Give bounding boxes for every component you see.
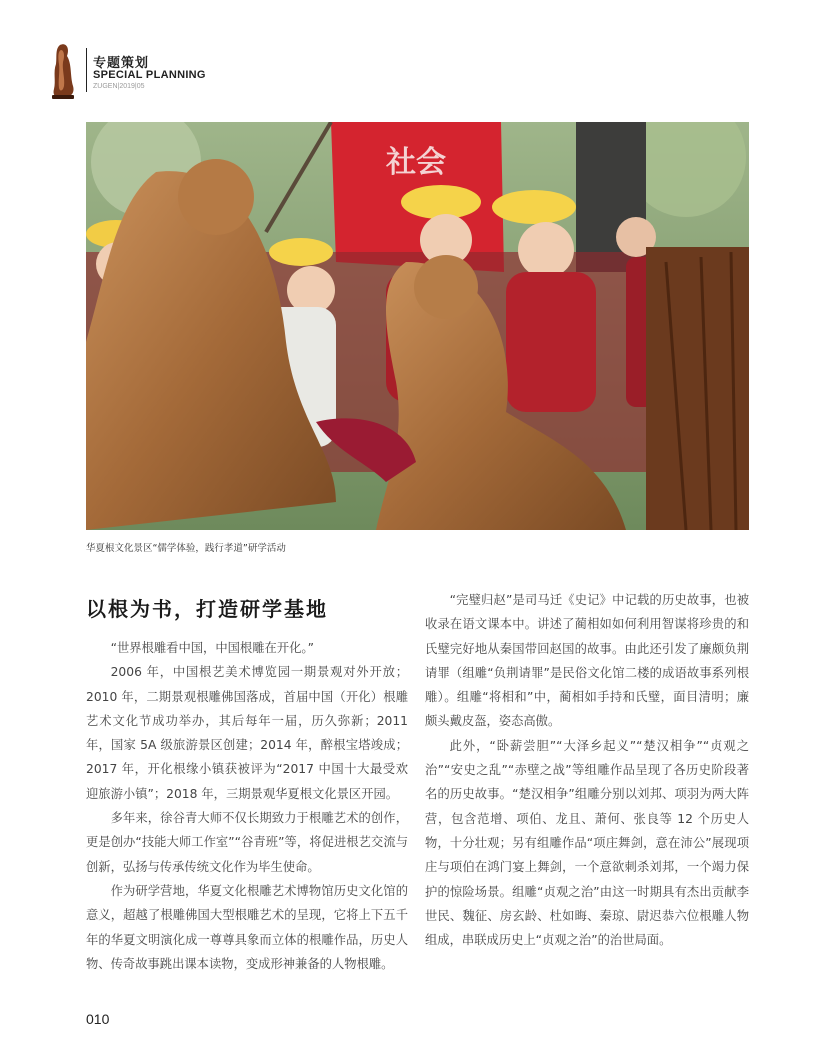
paragraph: 作为研学营地，华夏文化根雕艺术博物馆历史文化馆的意义，超越了根雕佛国大型根雕艺术的呈现，它将上下五千年的华夏文明演化成一尊尊具象而立体的根雕作品，历史人物、传奇故事跳出课本读物，变成形神兼备的人物根雕。 <box>86 883 408 971</box>
flag-text: 社会 <box>386 145 446 180</box>
article-heading: 以根为书，打造研学基地 <box>86 597 328 621</box>
photo-caption: 华夏根文化景区“儒学体验，践行孝道”研学活动 <box>86 543 286 554</box>
paragraph: 此外，“卧薪尝胆”“大泽乡起义”“楚汉相争”“贞观之治”“安史之乱”“赤壁之战”等组雕作品呈现了各历史阶段著名的历史故事。“楚汉相争”组雕分别以刘邦、项羽为两大阵营，包含范增、项伯、龙且、萧何、张良等 12 个历史人物，十分壮观；另有组雕作品“项庄舞剑，意在沛公”展现项庄与项伯在鸿门宴上舞剑，一个意欲刺杀刘邦，一个竭力保护的惊险场景。组雕“贞观之治”由这一时期具有杰出贡献李世民、魏征、房玄龄、杜如晦、秦琼、尉迟恭六位根雕人物组成，串联成历史上“贞观之治”的治世局面。 <box>425 738 749 948</box>
paragraph: “完璧归赵”是司马迁《史记》中记载的历史故事，也被收录在语文课本中。讲述了蔺相如如何利用智谋将珍贵的和氏璧完好地从秦国带回赵国的故事。由此还引发了廉颇负荆请罪（组雕“负荆请罪”是民俗文化馆二楼的成语故事系列根雕）。组雕“将相和”中，蔺相如手持和氏璧，面目清明；廉颇头戴皮盔，姿态高傲。 <box>425 593 749 729</box>
root-sculpture-logo-icon <box>48 42 78 100</box>
article-column-left <box>86 636 408 976</box>
header-divider <box>86 48 87 92</box>
section-title-cn: 专题策划 <box>93 56 150 71</box>
article-column-right <box>425 588 749 952</box>
paragraph: 2006 年，中国根艺美术博览园一期景观对外开放；2010 年，二期景观根雕佛国落成，首届中国（开化）根雕艺术文化节成功举办，其后每年一届，历久弥新；2011 年，国家 5A 级旅游景区创建；2014 年，醉根宝塔竣成；2017 年，开化根缘小镇获被评为“2017 中国十大最受欢迎旅游小镇”；2018 年，三期景观华夏根文化景区开园。 <box>86 665 408 801</box>
issue-label: ZUGEN|2019|05 <box>93 83 145 90</box>
section-title-en: SPECIAL PLANNING <box>93 69 206 81</box>
page-number: 010 <box>86 1011 110 1027</box>
feature-photo <box>86 122 749 530</box>
paragraph: 多年来，徐谷青大师不仅长期致力于根雕艺术的创作，更是创办“技能大师工作室”“谷青班”等，将促进根艺交流与创新，弘扬与传承传统文化作为毕生使命。 <box>86 811 408 874</box>
paragraph: “世界根雕看中国，中国根雕在开化。” <box>110 641 314 655</box>
